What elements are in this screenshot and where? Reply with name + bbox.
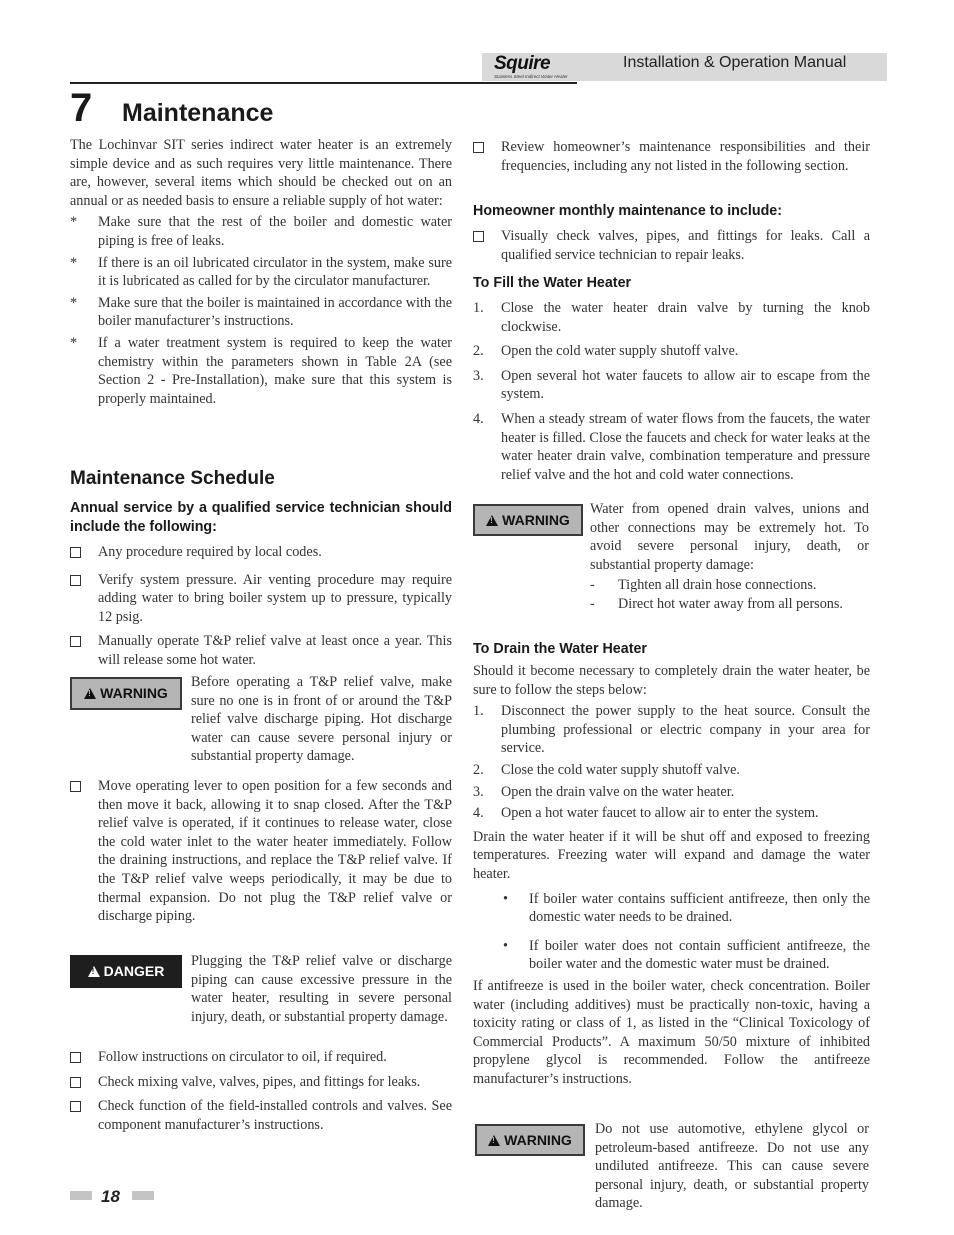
- checkbox-icon: [473, 142, 484, 153]
- checkbox-item-text: Verify system pressure. Air venting procedure may require adding water to bring boiler system up to pressure, typically 12 psig.: [98, 571, 452, 625]
- squire-logo: [494, 54, 574, 80]
- dash-marker: -: [590, 577, 595, 594]
- monthly-item-block: [473, 227, 870, 264]
- checkbox-item: [70, 1073, 452, 1092]
- annual-service-heading: Annual service by a qualified service technician should include the following:: [70, 500, 452, 535]
- dash-item-text: Direct hot water away from all persons.: [618, 595, 843, 612]
- checkbox-icon: [70, 547, 81, 558]
- warning-label: WARNING: [504, 1131, 572, 1148]
- checkbox-item-text: Move operating lever to open position for a few seconds and then move it back, allowing it to snap closed. After the T&P relief valve is operated, if it continues to release water, close the cold water inlet to the water heater immediately. Follow the draining instructions, and replace the T&P relief valve. If the T&P relief valve weeps periodically, it may be due to thermal expansion. Do not plug the T&P relief valve or discharge piping.: [98, 778, 452, 925]
- dash-item: [590, 595, 869, 614]
- checkbox-item: [70, 777, 452, 926]
- fill-steps: [473, 299, 870, 484]
- checkbox-item-text: Manually operate T&P relief valve at least once a year. This will release some hot water.: [98, 633, 452, 668]
- danger-label: DANGER: [103, 963, 165, 980]
- checkbox-item: [70, 632, 452, 669]
- monthly-heading: Homeowner monthly maintenance to include:: [473, 203, 783, 219]
- page-number: 18: [101, 1187, 120, 1206]
- star-marker: *: [70, 214, 78, 231]
- bullet-marker: •: [503, 937, 508, 954]
- checkbox-item-text: Any procedure required by local codes.: [98, 544, 322, 560]
- final-items: [70, 1048, 452, 1134]
- star-marker: *: [70, 254, 78, 271]
- checkbox-item: [70, 1097, 452, 1134]
- danger-text: Plugging the T&P relief valve or discharge piping can cause excessive pressure in the water heater, resulting in severe personal injury, death, or substantial property damage.: [191, 953, 452, 1025]
- step-text: Disconnect the power supply to the heat source. Consult the plumbing professional or electric company in your area for service.: [501, 703, 870, 757]
- dash-item-text: Tighten all drain hose connections.: [618, 577, 817, 594]
- chapter-title: Maintenance: [122, 99, 274, 127]
- list-item: [70, 334, 452, 408]
- numbered-step: [473, 783, 870, 802]
- list-item: [70, 294, 452, 331]
- warning-badge: [473, 504, 583, 536]
- numbered-step: [473, 410, 870, 484]
- checkbox-icon: [70, 575, 81, 586]
- checkbox-icon: [70, 781, 81, 792]
- step-number: 1.: [473, 703, 484, 720]
- step-number: 4.: [473, 410, 484, 427]
- list-item: [70, 254, 452, 291]
- step-text: When a steady stream of water flows from the faucets, the water heater is filled. Close the faucets and check for water leaks at the water heater drain valve, combination temperature and pressure relief valve and the hot and cold water connections.: [501, 410, 870, 483]
- step-text: Close the water heater drain valve by turning the knob clockwise.: [501, 300, 870, 335]
- checkbox-icon: [70, 1052, 81, 1063]
- bullet-marker: •: [503, 890, 508, 907]
- warning-badge: [70, 677, 182, 710]
- footer-bar-left: [70, 1191, 92, 1200]
- warning-triangle-icon: [488, 1135, 500, 1146]
- step-text: Open several hot water faucets to allow air to escape from the system.: [501, 367, 870, 403]
- numbered-step: [473, 367, 870, 404]
- list-item-text: If there is an oil lubricated circulator in the system, make sure it is lubricated as called for by the circulator manufacturer.: [98, 254, 452, 290]
- fill-heading: To Fill the Water Heater: [473, 275, 632, 291]
- checkbox-icon: [473, 231, 484, 242]
- drain-heading: To Drain the Water Heater: [473, 641, 647, 657]
- numbered-step: [473, 804, 870, 823]
- annual-items: [70, 543, 452, 670]
- checkbox-item: [70, 1048, 452, 1067]
- checkbox-item-text: Visually check valves, pipes, and fittings for leaks. Call a qualified service technician to repair leaks.: [501, 228, 870, 263]
- step-number: 3.: [473, 783, 484, 800]
- step-number: 2.: [473, 343, 484, 360]
- header-rule: [70, 82, 577, 84]
- checkbox-icon: [70, 636, 81, 647]
- list-item-text: If a water treatment system is required to keep the water chemistry within the parameters shown in Table 2A (see Section 2 - Pre-Installation), make sure that this system is properly maintained.: [98, 334, 452, 407]
- warning-text: Water from opened drain valves, unions and other connections may be extremely hot. To avoid severe personal injury, death, or substantial property damage:: [590, 501, 869, 573]
- warning-label: WARNING: [100, 685, 168, 702]
- brand-tagline: Stainless Steel Indirect Water Heater: [494, 74, 568, 79]
- intro-paragraph: The Lochinvar SIT series indirect water heater is an extremely simple device and as such requires very little maintenance. There are, however, several items which should be checked out on an annual or as needed basis to ensure a reliable supply of hot water:: [70, 137, 452, 209]
- danger-triangle-icon: [88, 966, 100, 977]
- checkbox-item: [70, 543, 452, 562]
- star-marker: *: [70, 334, 78, 351]
- step-number: 4.: [473, 805, 484, 822]
- list-item-text: Make sure that the rest of the boiler and domestic water piping is free of leaks.: [98, 214, 452, 249]
- checkbox-icon: [70, 1101, 81, 1112]
- warning-text-block: [590, 500, 869, 614]
- checkbox-item-text: Review homeowner’s maintenance responsibilities and their frequencies, including any not listed in the following section.: [501, 139, 870, 174]
- dash-marker: -: [590, 595, 595, 612]
- chapter-number: 7: [70, 86, 93, 130]
- step-text: Open the drain valve on the water heater.: [501, 783, 735, 800]
- numbered-step: [473, 761, 870, 780]
- bullet-item-text: If boiler water does not contain sufficient antifreeze, the boiler water and the domestic water must be drained.: [529, 937, 870, 973]
- step-text: Close the cold water supply shutoff valve.: [501, 761, 740, 778]
- checkbox-item: [473, 138, 870, 175]
- review-item-block: [473, 138, 870, 175]
- warning-badge: [475, 1124, 585, 1156]
- bullet-item: [473, 890, 870, 927]
- manual-title: Installation & Operation Manual: [623, 54, 847, 71]
- list-item: [70, 213, 452, 250]
- checkbox-icon: [70, 1077, 81, 1088]
- checkbox-item: [473, 227, 870, 264]
- step-number: 3.: [473, 367, 484, 384]
- warning-triangle-icon: [486, 515, 498, 526]
- checkbox-item-text: Check function of the field-installed controls and valves. See component manufacturer’s instructions.: [98, 1098, 452, 1133]
- list-item-text: Make sure that the boiler is maintained in accordance with the boiler manufacturer’s instructions.: [98, 294, 452, 330]
- step-number: 2.: [473, 761, 484, 778]
- danger-badge: [70, 955, 182, 988]
- drain-intro: Should it become necessary to completely drain the water heater, be sure to follow the steps below:: [473, 663, 870, 698]
- dash-item: [590, 576, 869, 595]
- numbered-step: [473, 342, 870, 361]
- warning-triangle-icon: [84, 688, 96, 699]
- footer-bar-right: [132, 1191, 154, 1200]
- checkbox-item-text: Check mixing valve, valves, pipes, and fittings for leaks.: [98, 1073, 421, 1090]
- checkbox-item-text: Follow instructions on circulator to oil, if required.: [98, 1049, 387, 1065]
- numbered-step: [473, 702, 870, 758]
- brand-name: Squire: [494, 53, 551, 74]
- bullet-item: [473, 937, 870, 974]
- antifreeze-paragraph: If antifreeze is used in the boiler water, check concentration. Boiler water (including additives) must be practically non-toxic, having a toxicity rating or class of 1, as listed in the “Clinical Toxicology of Commercial Products”. A maximum 50/50 mixture of inhibited propylene glycol is recommended. Follow the antifreeze manufacturer’s instructions.: [473, 977, 870, 1087]
- left-column: [70, 136, 452, 408]
- warning-label: WARNING: [502, 511, 570, 528]
- bullet-item-text: If boiler water contains sufficient antifreeze, then only the domestic water needs to be drained.: [529, 890, 870, 926]
- step-number: 1.: [473, 300, 484, 316]
- warning-text: Before operating a T&P relief valve, make sure no one is in front of or around the T&P relief valve discharge piping. Hot discharge water can cause severe personal injury or substantial property damage.: [191, 674, 452, 765]
- numbered-step: [473, 299, 870, 336]
- maintenance-schedule-heading: Maintenance Schedule: [70, 468, 275, 489]
- step-text: Open a hot water faucet to allow air to enter the system.: [501, 805, 819, 822]
- warning-text: Do not use automotive, ethylene glycol or petroleum-based antifreeze. Do not use any undiluted antifreeze. This can cause severe personal injury, death, or substantial property damage.: [595, 1121, 869, 1212]
- star-marker: *: [70, 294, 78, 311]
- step-text: Open the cold water supply shutoff valve.: [501, 343, 739, 360]
- drain-block: [473, 662, 870, 1088]
- move-lever-item: [70, 777, 452, 926]
- checkbox-item: [70, 571, 452, 627]
- freeze-paragraph: Drain the water heater if it will be shut off and exposed to freezing temperatures. Freezing water will expand and damage the water heater.: [473, 828, 870, 882]
